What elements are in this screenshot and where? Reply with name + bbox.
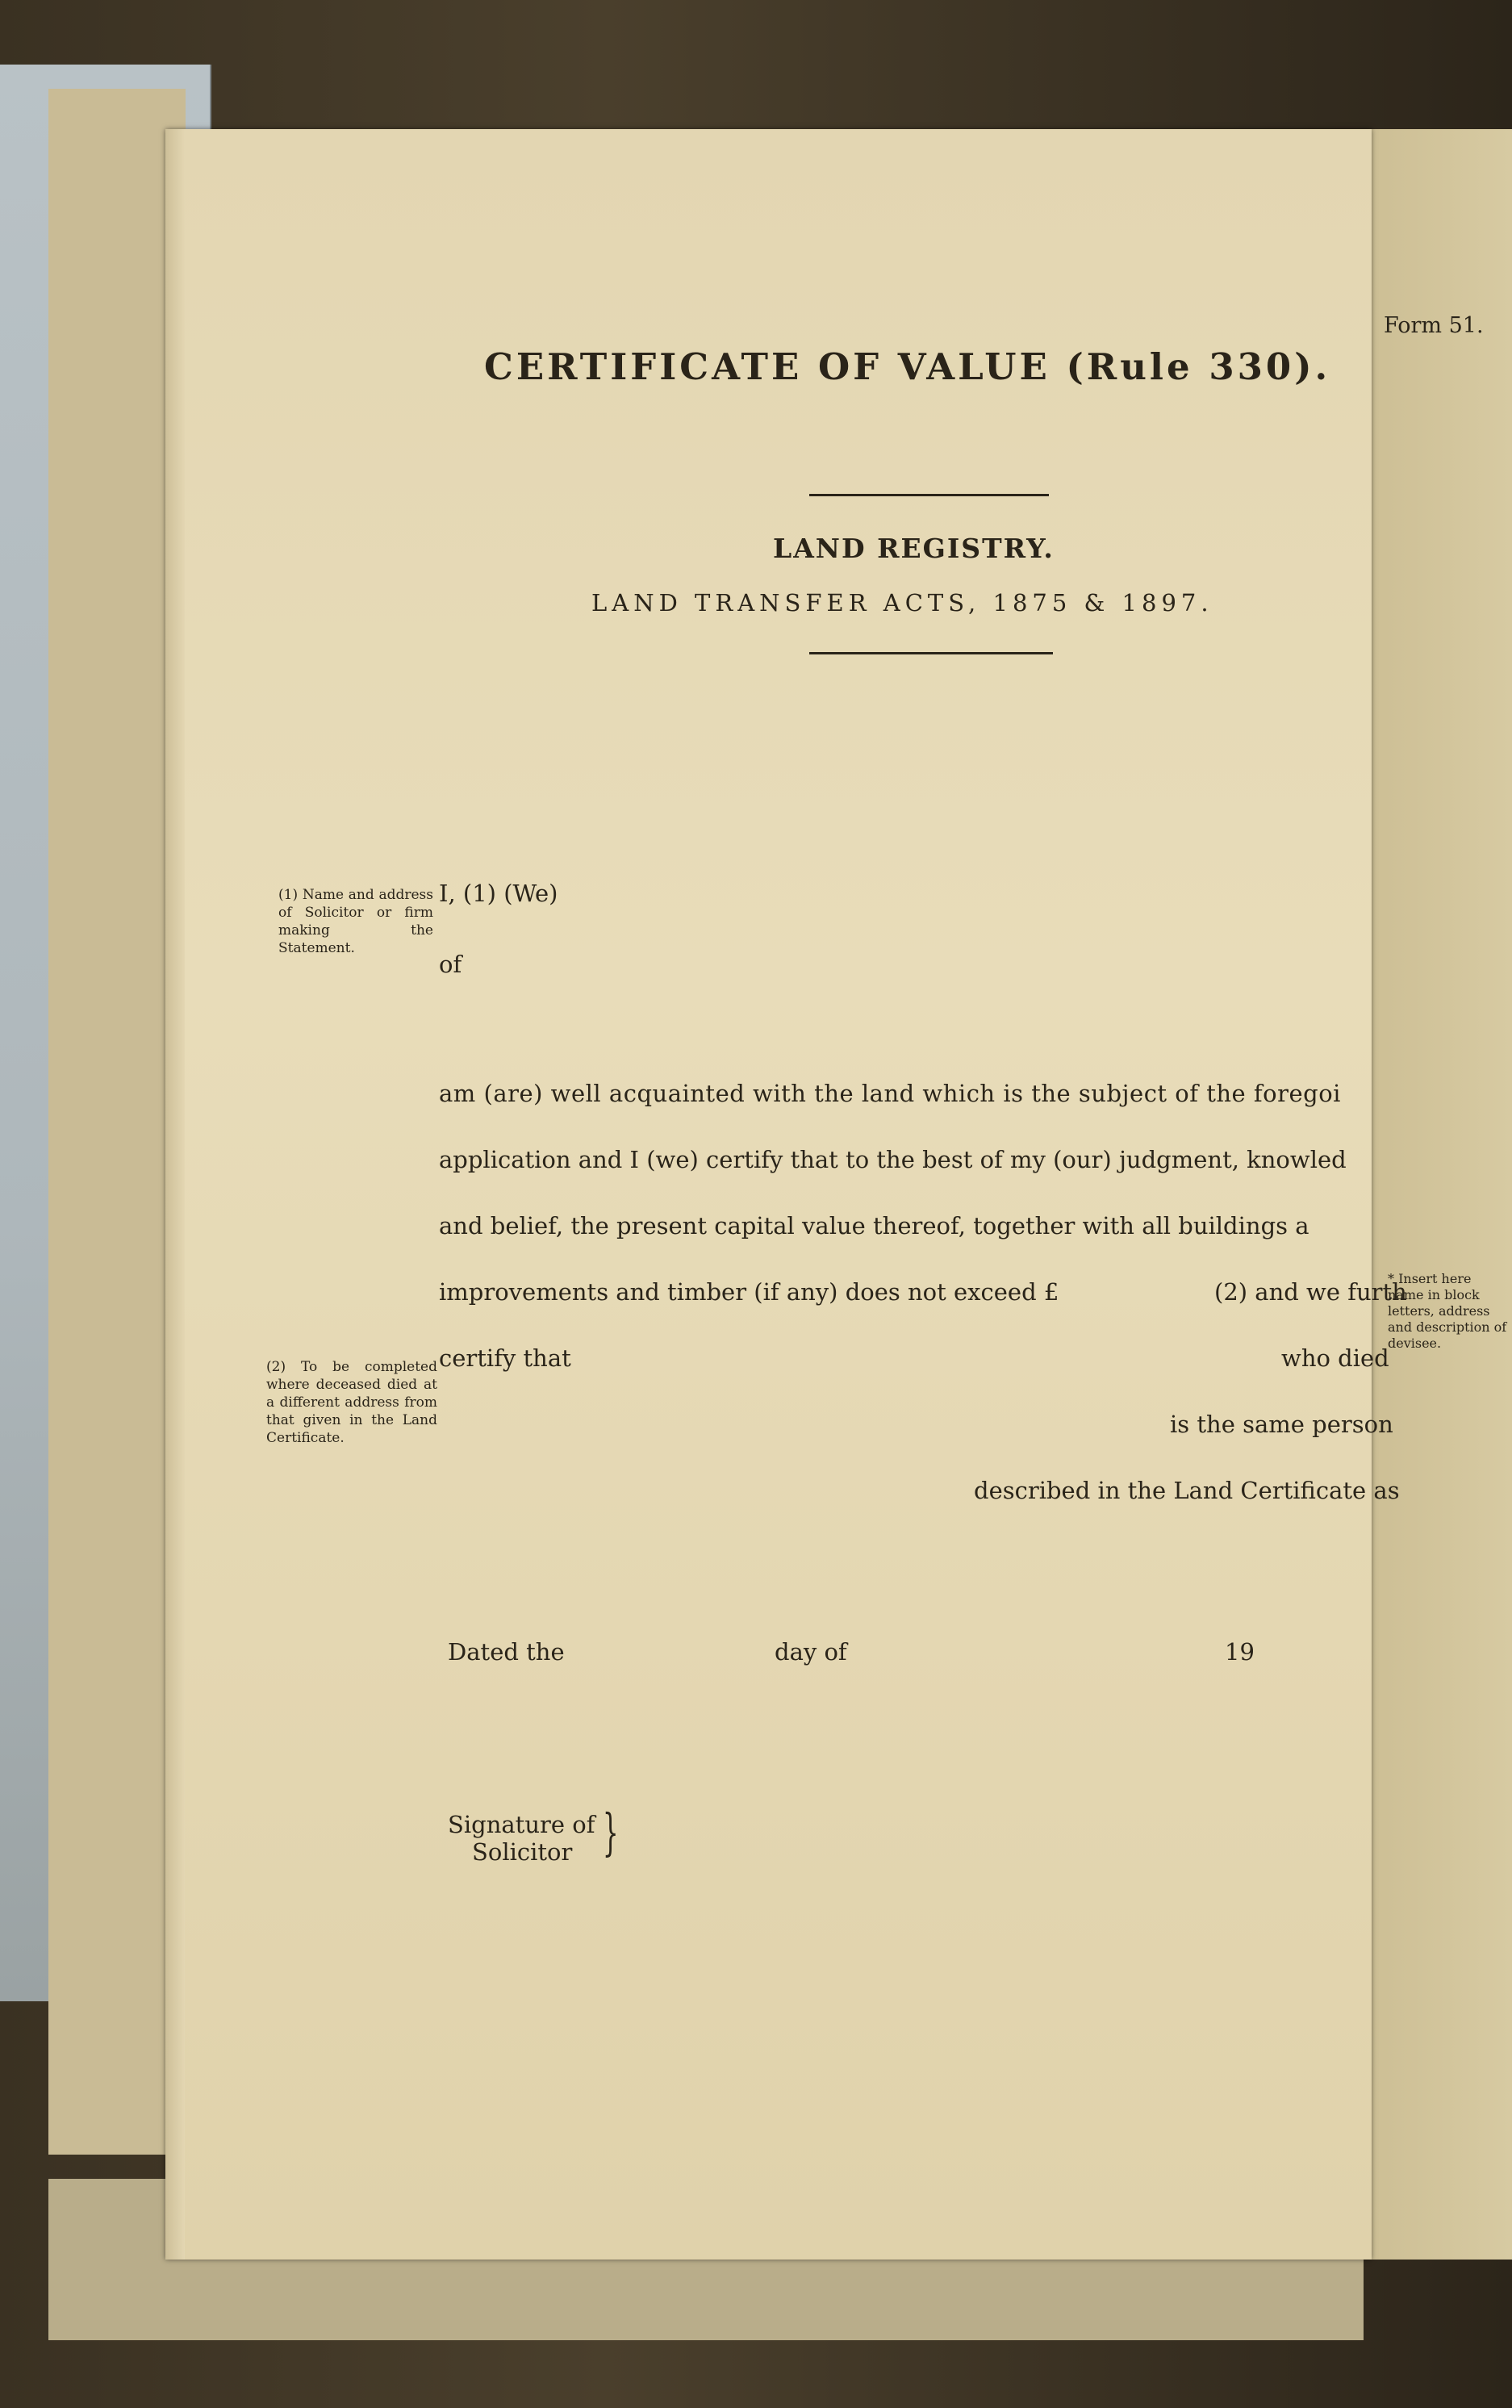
body-line-5-end: who died (1281, 1344, 1389, 1372)
dated-the-label: Dated the (448, 1638, 565, 1666)
year-prefix: 19 (1225, 1638, 1255, 1666)
document-title: CERTIFICATE OF VALUE (Rule 330). (484, 345, 1331, 388)
body-line-4: improvements and timber (if any) does not exceed £ (439, 1278, 1059, 1306)
body-line-5: certify that (439, 1344, 571, 1372)
margin-note-solicitor: (1) Name and address of Solicitor or firm making the Statement. (278, 887, 433, 956)
heading-divider (809, 652, 1053, 654)
page-edge (165, 129, 185, 2260)
body-line-7: described in the Land Certificate as (974, 1477, 1400, 1504)
body-line-3: and belief, the present capital value thereof, together with all buildings a (439, 1212, 1309, 1240)
line-i-we: I, (1) (We) (439, 880, 558, 907)
line-of: of (439, 951, 462, 978)
title-divider (809, 494, 1049, 496)
margin-note-deceased: (2) To be completed where deceased died at a different address from that given in the Land Certificate. (266, 1359, 437, 1446)
body-line-2: application and I (we) certify that to the best of my (our) judgment, knowled (439, 1146, 1347, 1173)
certificate-page (165, 129, 1372, 2260)
adjacent-page-right (1372, 129, 1512, 2260)
registry-heading: LAND REGISTRY. (773, 533, 1055, 564)
acts-heading: LAND TRANSFER ACTS, 1875 & 1897. (591, 589, 1213, 617)
signature-label-line1: Signature of (448, 1811, 595, 1838)
body-line-1: am (are) well acquainted with the land which is the subject of the foregoi (439, 1080, 1341, 1107)
signature-brace: } (602, 1803, 619, 1862)
form-number: Form 51. (1384, 313, 1484, 338)
body-line-6: is the same person (1170, 1411, 1393, 1438)
day-of-label: day of (775, 1638, 847, 1666)
margin-note-devisee: * Insert here name in block letters, address and description of devisee. (1388, 1271, 1507, 1351)
body-line-4-end: (2) and we furth (1214, 1278, 1407, 1306)
signature-label-line2: Solicitor (472, 1838, 573, 1866)
